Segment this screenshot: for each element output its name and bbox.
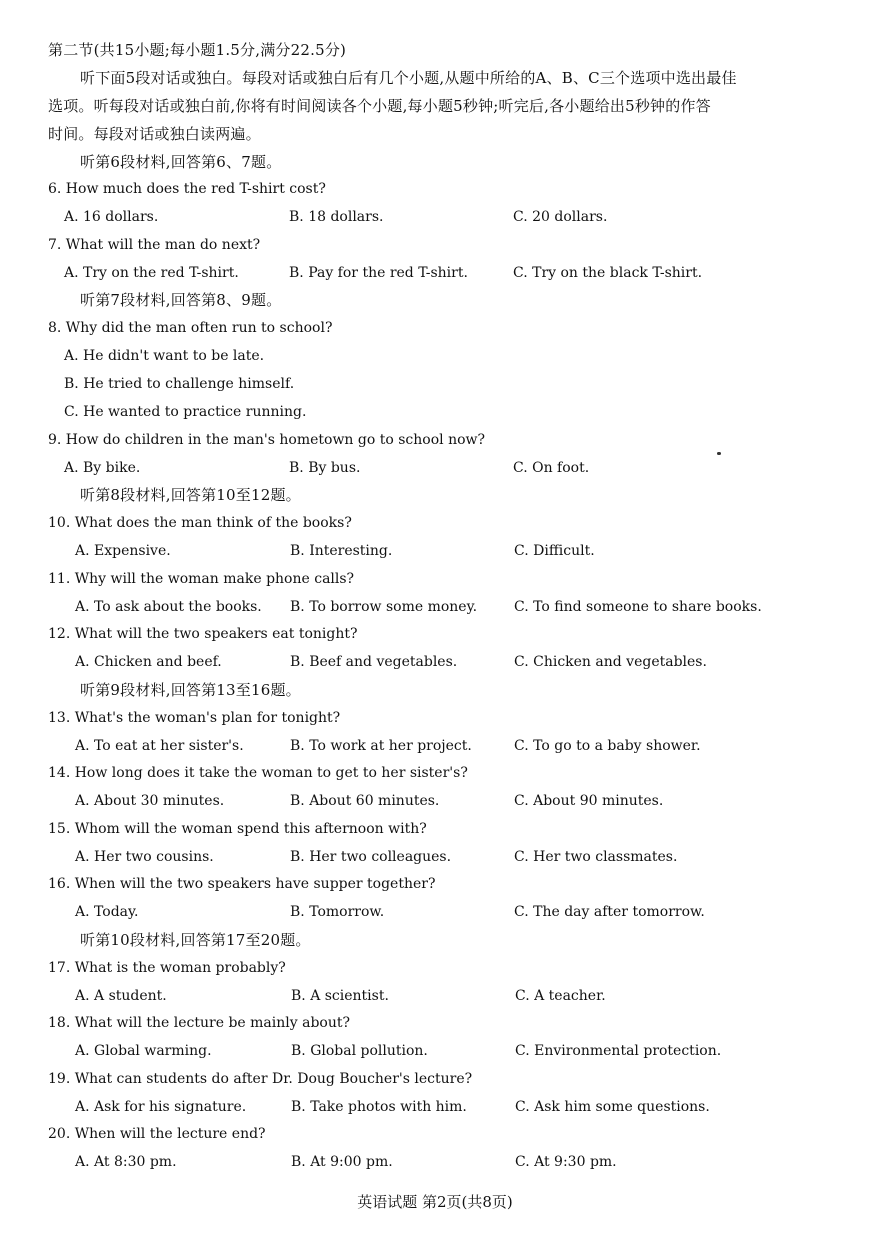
question-17: 17. What is the woman probably? <box>48 960 286 976</box>
option-a: A. Today. <box>75 904 139 920</box>
option-a: A. Global warming. <box>75 1043 212 1059</box>
question-20: 20. When will the lecture end? <box>48 1126 266 1142</box>
option-b: B. Take photos with him. <box>291 1099 467 1115</box>
scan-speck <box>717 452 721 455</box>
group-heading-6: 听第6段材料,回答第6、7题。 <box>80 153 282 171</box>
question-19: 19. What can students do after Dr. Doug Boucher's lecture? <box>48 1071 473 1087</box>
group-heading-7: 听第7段材料,回答第8、9题。 <box>80 291 282 309</box>
option-a: A. To eat at her sister's. <box>75 738 244 754</box>
option-c: C. Her two classmates. <box>514 849 678 865</box>
option-c: C. 20 dollars. <box>513 209 608 225</box>
option-b: B. He tried to challenge himself. <box>64 376 295 392</box>
option-a: A. Expensive. <box>75 543 171 559</box>
option-c: C. Difficult. <box>514 543 595 559</box>
option-b: B. Her two colleagues. <box>290 849 452 865</box>
option-b: B. Interesting. <box>290 543 393 559</box>
option-c: C. Try on the black T-shirt. <box>513 265 703 281</box>
option-b: B. 18 dollars. <box>289 209 384 225</box>
option-c: C. A teacher. <box>515 988 606 1004</box>
option-b: B. At 9:00 pm. <box>291 1154 393 1170</box>
option-c: C. Chicken and vegetables. <box>514 654 707 670</box>
question-6: 6. How much does the red T-shirt cost? <box>48 181 326 197</box>
group-heading-9: 听第9段材料,回答第13至16题。 <box>80 681 301 699</box>
question-12: 12. What will the two speakers eat tonight? <box>48 626 358 642</box>
option-a: A. To ask about the books. <box>75 599 262 615</box>
page-footer: 英语试题 第2页(共8页) <box>357 1193 513 1211</box>
option-b: B. Global pollution. <box>291 1043 428 1059</box>
question-13: 13. What's the woman's plan for tonight? <box>48 710 341 726</box>
option-b: B. To work at her project. <box>290 738 472 754</box>
option-a: A. About 30 minutes. <box>75 793 225 809</box>
question-10: 10. What does the man think of the books? <box>48 515 352 531</box>
option-c: C. Ask him some questions. <box>515 1099 710 1115</box>
option-a: A. Ask for his signature. <box>75 1099 247 1115</box>
option-b: B. Pay for the red T-shirt. <box>289 265 468 281</box>
option-a: A. Chicken and beef. <box>75 654 222 670</box>
option-c: C. He wanted to practice running. <box>64 404 307 420</box>
option-a: A. Her two cousins. <box>75 849 214 865</box>
question-7: 7. What will the man do next? <box>48 237 261 253</box>
option-b: B. To borrow some money. <box>290 599 478 615</box>
option-a: A. By bike. <box>64 460 141 476</box>
question-14: 14. How long does it take the woman to get to her sister's? <box>48 765 468 781</box>
group-heading-10: 听第10段材料,回答第17至20题。 <box>80 931 311 949</box>
option-c: C. To go to a baby shower. <box>514 738 701 754</box>
question-9: 9. How do children in the man's hometown go to school now? <box>48 432 486 448</box>
intro-line-3: 时间。每段对话或独白读两遍。 <box>48 125 261 143</box>
option-b: B. About 60 minutes. <box>290 793 440 809</box>
option-a: A. He didn't want to be late. <box>64 348 265 364</box>
intro-line-2: 选项。听每段对话或独白前,你将有时间阅读各个小题,每小题5秒钟;听完后,各小题给出5秒钟的作答 <box>48 97 711 115</box>
question-18: 18. What will the lecture be mainly about? <box>48 1015 350 1031</box>
option-c: C. The day after tomorrow. <box>514 904 705 920</box>
section-header: 第二节(共15小题;每小题1.5分,满分22.5分) <box>48 41 347 59</box>
question-8: 8. Why did the man often run to school? <box>48 320 333 336</box>
option-a: A. At 8:30 pm. <box>75 1154 177 1170</box>
option-c: C. To find someone to share books. <box>514 599 762 615</box>
option-a: A. A student. <box>75 988 167 1004</box>
option-b: B. Tomorrow. <box>290 904 385 920</box>
question-11: 11. Why will the woman make phone calls? <box>48 571 355 587</box>
option-a: A. Try on the red T-shirt. <box>64 265 239 281</box>
option-c: C. At 9:30 pm. <box>515 1154 617 1170</box>
option-b: B. By bus. <box>289 460 361 476</box>
option-c: C. About 90 minutes. <box>514 793 664 809</box>
option-a: A. 16 dollars. <box>64 209 159 225</box>
intro-line-1: 听下面5段对话或独白。每段对话或独白后有几个小题,从题中所给的A、B、C三个选项中选出最佳 <box>80 69 737 87</box>
option-b: B. A scientist. <box>291 988 389 1004</box>
question-16: 16. When will the two speakers have supper together? <box>48 876 436 892</box>
group-heading-8: 听第8段材料,回答第10至12题。 <box>80 486 301 504</box>
question-15: 15. Whom will the woman spend this afternoon with? <box>48 821 427 837</box>
option-c: C. Environmental protection. <box>515 1043 722 1059</box>
option-c: C. On foot. <box>513 460 590 476</box>
option-b: B. Beef and vegetables. <box>290 654 458 670</box>
